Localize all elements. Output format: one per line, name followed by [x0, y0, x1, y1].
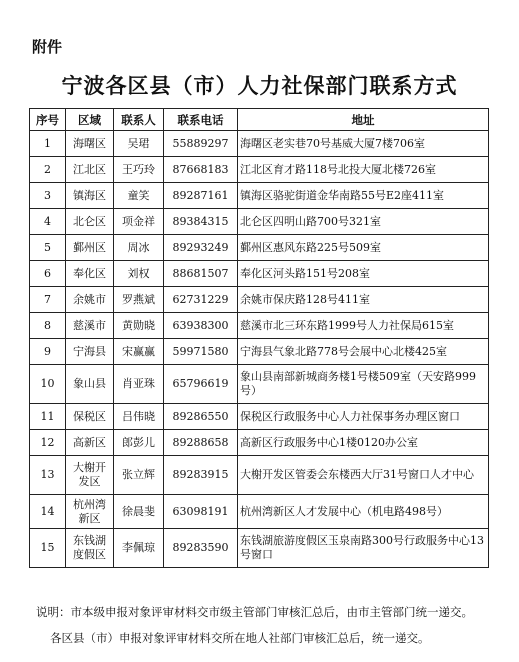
row-number: 13 [30, 456, 66, 495]
table-row [30, 404, 489, 430]
row-contact: 徐晨斐 [114, 495, 164, 529]
row-region: 高新区 [66, 430, 114, 456]
row-address: 鄞州区惠风东路225号509室 [238, 235, 489, 261]
row-number: 10 [30, 365, 66, 404]
row-address: 高新区行政服务中心1楼0120办公室 [238, 430, 489, 456]
row-region: 保税区 [66, 404, 114, 430]
row-address: 奉化区河头路151号208室 [238, 261, 489, 287]
page-title: 宁波各区县（市）人力社保部门联系方式 [61, 74, 458, 98]
header-no: 序号 [30, 109, 66, 131]
row-number: 9 [30, 339, 66, 365]
row-address: 杭州湾新区人才发展中心（机电路498号） [238, 495, 489, 529]
table-row [30, 495, 489, 529]
row-contact: 宋赢赢 [114, 339, 164, 365]
row-address: 北仑区四明山路700号321室 [238, 209, 489, 235]
row-number: 14 [30, 495, 66, 529]
row-phone: 89283590 [164, 529, 238, 568]
note-line-1: 说明：市本级申报对象评审材料交市级主管部门审核汇总后，由市主管部门统一递交。 [36, 605, 473, 619]
row-phone: 89287161 [164, 183, 238, 209]
table-row [30, 287, 489, 313]
row-contact: 周冰 [114, 235, 164, 261]
header-contact: 联系人 [114, 109, 164, 131]
row-region: 余姚市 [66, 287, 114, 313]
table-row [30, 430, 489, 456]
row-address: 江北区育才路118号北投大厦北楼726室 [238, 157, 489, 183]
row-phone: 62731229 [164, 287, 238, 313]
row-phone: 88681507 [164, 261, 238, 287]
note-line-2: 各区县（市）申报对象评审材料交所在地人社部门审核汇总后，统一递交。 [50, 631, 430, 645]
row-contact: 吴珺 [114, 131, 164, 157]
row-number: 15 [30, 529, 66, 568]
header-phone: 联系电话 [164, 109, 238, 131]
row-region: 杭州湾新区 [66, 495, 114, 529]
row-number: 7 [30, 287, 66, 313]
header-address: 地址 [238, 109, 489, 131]
row-contact: 张立辉 [114, 456, 164, 495]
row-region: 宁海县 [66, 339, 114, 365]
row-region: 江北区 [66, 157, 114, 183]
row-phone: 89288658 [164, 430, 238, 456]
row-number: 11 [30, 404, 66, 430]
row-contact: 刘权 [114, 261, 164, 287]
row-contact: 郎彭儿 [114, 430, 164, 456]
row-number: 3 [30, 183, 66, 209]
row-region: 北仑区 [66, 209, 114, 235]
table-row [30, 456, 489, 495]
table-row [30, 235, 489, 261]
row-region: 海曙区 [66, 131, 114, 157]
row-address: 东钱湖旅游度假区玉泉南路300号行政服务中心13号窗口 [238, 529, 489, 568]
row-contact: 吕伟晓 [114, 404, 164, 430]
header-region: 区域 [66, 109, 114, 131]
row-phone: 65796619 [164, 365, 238, 404]
row-address: 保税区行政服务中心人力社保事务办理区窗口 [238, 404, 489, 430]
row-phone: 87668183 [164, 157, 238, 183]
row-address: 象山县南部新城商务楼1号楼509室（天安路999号） [238, 365, 489, 404]
table-row [30, 339, 489, 365]
row-number: 6 [30, 261, 66, 287]
row-address: 镇海区骆驼街道金华南路55号E2座411室 [238, 183, 489, 209]
row-region: 东钱湖度假区 [66, 529, 114, 568]
row-phone: 63938300 [164, 313, 238, 339]
row-number: 4 [30, 209, 66, 235]
attachment-label: 附件 [32, 38, 63, 56]
table-row [30, 157, 489, 183]
row-phone: 59971580 [164, 339, 238, 365]
row-contact: 肖亚珠 [114, 365, 164, 404]
row-region: 慈溪市 [66, 313, 114, 339]
row-region: 奉化区 [66, 261, 114, 287]
table-row [30, 261, 489, 287]
row-number: 12 [30, 430, 66, 456]
table-row [30, 313, 489, 339]
row-address: 大榭开发区管委会东楼西大厅31号窗口人才中心 [238, 456, 489, 495]
row-phone: 89384315 [164, 209, 238, 235]
row-address: 慈溪市北三环东路1999号人力社保局615室 [238, 313, 489, 339]
row-region: 大榭开发区 [66, 456, 114, 495]
row-address: 海曙区老实巷70号基威大厦7楼706室 [238, 131, 489, 157]
row-contact: 王巧玲 [114, 157, 164, 183]
row-contact: 李佩琼 [114, 529, 164, 568]
row-address: 宁海县气象北路778号会展中心北楼425室 [238, 339, 489, 365]
row-region: 镇海区 [66, 183, 114, 209]
row-number: 8 [30, 313, 66, 339]
table-row [30, 131, 489, 157]
row-phone: 89293249 [164, 235, 238, 261]
row-phone: 55889297 [164, 131, 238, 157]
table-row [30, 365, 489, 404]
row-number: 1 [30, 131, 66, 157]
row-phone: 89283915 [164, 456, 238, 495]
row-address: 余姚市保庆路128号411室 [238, 287, 489, 313]
row-region: 鄞州区 [66, 235, 114, 261]
row-phone: 63098191 [164, 495, 238, 529]
row-region: 象山县 [66, 365, 114, 404]
contact-table [29, 108, 489, 568]
row-number: 2 [30, 157, 66, 183]
row-contact: 项金祥 [114, 209, 164, 235]
row-phone: 89286550 [164, 404, 238, 430]
row-contact: 童笑 [114, 183, 164, 209]
table-row [30, 183, 489, 209]
table-row [30, 529, 489, 568]
row-contact: 罗燕斌 [114, 287, 164, 313]
table-header-row [30, 109, 489, 131]
row-number: 5 [30, 235, 66, 261]
table-row [30, 209, 489, 235]
row-contact: 黄勋晓 [114, 313, 164, 339]
